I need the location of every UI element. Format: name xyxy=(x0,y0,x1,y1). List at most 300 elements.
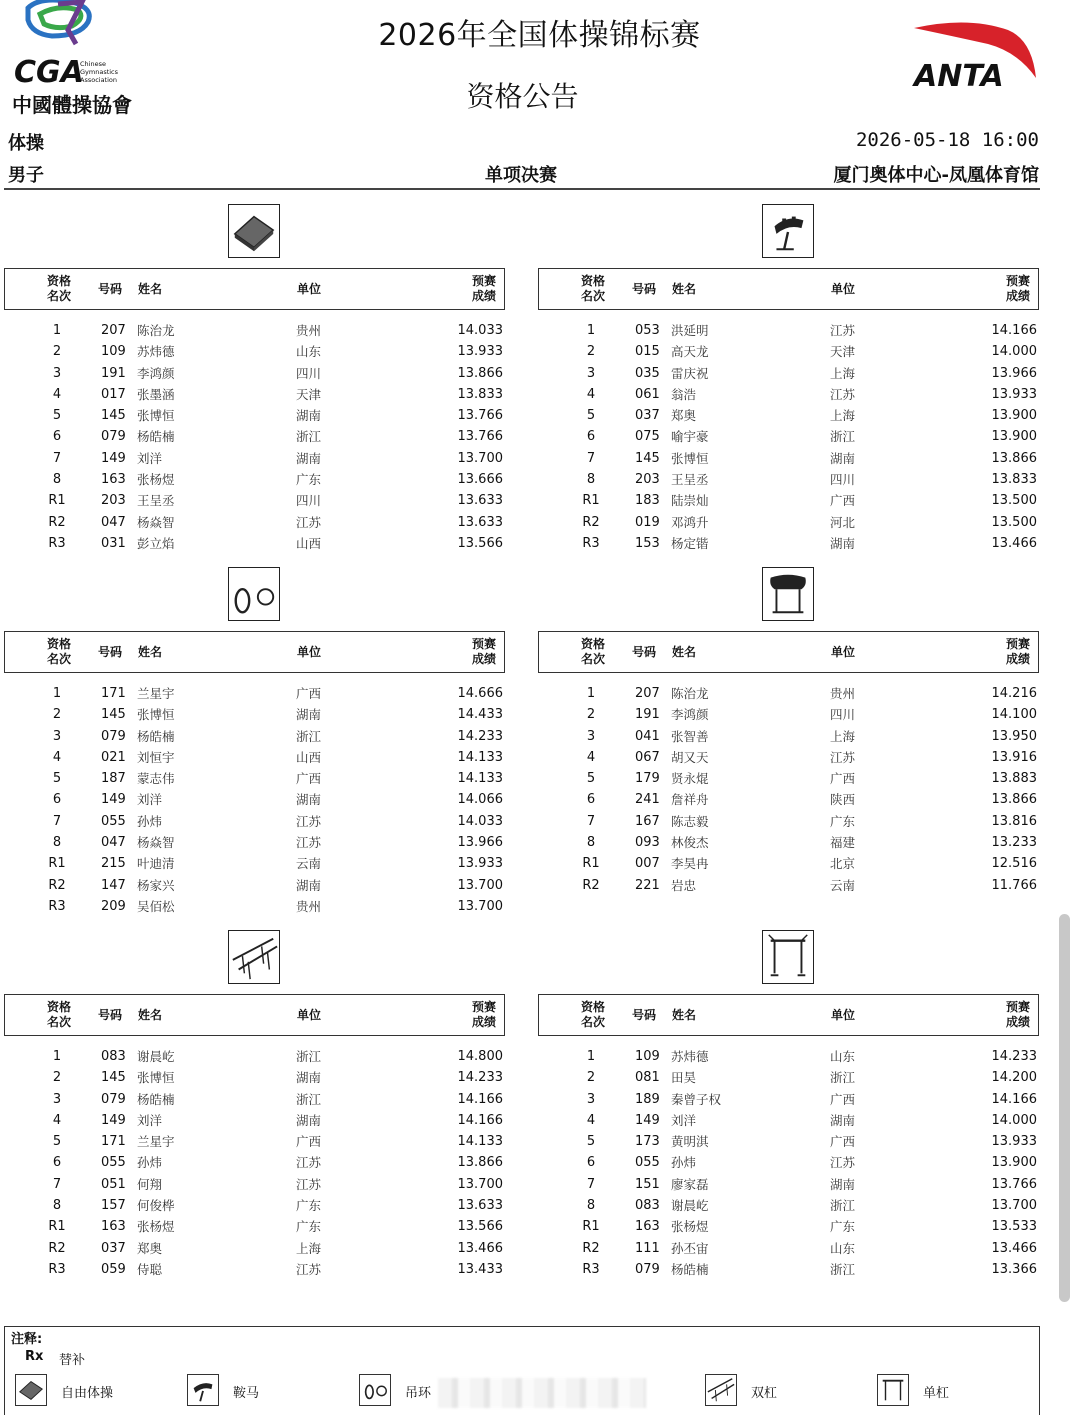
score-cell: 13.933 xyxy=(991,1134,1037,1150)
rank-cell: R1 xyxy=(582,856,600,872)
rank-cell: 8 xyxy=(52,472,62,488)
table-row xyxy=(538,726,1041,747)
team-cell: 上海 xyxy=(830,365,856,381)
score-cell: 13.866 xyxy=(991,792,1037,808)
team-cell: 湖南 xyxy=(296,792,322,808)
team-cell: 湖南 xyxy=(830,1112,856,1128)
table-row xyxy=(538,1216,1041,1237)
bib-cell: 215 xyxy=(101,856,126,872)
bib-cell: 083 xyxy=(635,1198,660,1214)
table-row xyxy=(4,384,507,405)
name-cell: 胡又天 xyxy=(671,749,709,765)
score-cell: 13.883 xyxy=(991,771,1037,787)
name-cell: 秦曾子权 xyxy=(671,1091,722,1107)
rank-cell: 1 xyxy=(52,1049,62,1064)
bib-cell: 153 xyxy=(635,535,660,551)
score-cell: 13.766 xyxy=(457,408,503,424)
score-cell: 13.700 xyxy=(457,450,503,466)
rank-cell: 7 xyxy=(586,813,596,829)
floor-exercise-icon xyxy=(228,204,280,258)
team-cell: 浙江 xyxy=(296,1049,322,1064)
bib-cell: 035 xyxy=(635,365,660,381)
bib-cell: 157 xyxy=(101,1198,126,1214)
bib-cell: 109 xyxy=(101,344,126,360)
table-row xyxy=(538,832,1041,853)
bib-cell: 079 xyxy=(635,1261,660,1277)
bib-cell: 207 xyxy=(101,323,126,338)
bib-cell: 055 xyxy=(101,813,126,829)
rank-column-header: 资格名次 xyxy=(580,637,605,666)
score-cell: 14.233 xyxy=(457,728,503,744)
floor-exercise-icon xyxy=(15,1374,47,1406)
bib-cell: 015 xyxy=(635,344,660,360)
scrollbar[interactable] xyxy=(1059,914,1070,1302)
table-row xyxy=(538,704,1041,725)
table-row xyxy=(4,1152,507,1173)
pommel-horse-icon xyxy=(187,1374,219,1406)
team-cell: 江苏 xyxy=(296,514,322,530)
team-cell: 广东 xyxy=(296,472,322,488)
horizontal-bar-icon xyxy=(877,1374,909,1406)
score-cell: 13.700 xyxy=(457,877,503,893)
table-row xyxy=(4,875,507,896)
name-cell: 陈治龙 xyxy=(671,686,709,701)
rank-cell: 4 xyxy=(586,749,596,765)
table-row xyxy=(538,811,1041,832)
table-row xyxy=(4,896,507,917)
table-row xyxy=(4,1174,507,1195)
bib-cell: 093 xyxy=(635,835,660,851)
team-column-header: 单位 xyxy=(831,1008,856,1022)
score-cell: 13.666 xyxy=(457,472,503,488)
bib-cell: 047 xyxy=(101,514,126,530)
name-column-header: 姓名 xyxy=(138,282,163,296)
score-cell: 13.633 xyxy=(457,1198,503,1214)
bib-cell: 171 xyxy=(101,1134,126,1150)
bib-cell: 207 xyxy=(635,686,660,701)
bib-cell: 183 xyxy=(635,493,660,509)
table-row xyxy=(538,853,1041,874)
bib-cell: 041 xyxy=(635,728,660,744)
rank-cell: 1 xyxy=(52,323,62,338)
team-cell: 山东 xyxy=(830,1049,856,1064)
bib-cell: 037 xyxy=(635,408,660,424)
name-cell: 张杨煜 xyxy=(671,1219,709,1235)
horizontal-bar-panel xyxy=(538,930,1041,1285)
bib-cell: 203 xyxy=(101,493,126,509)
team-cell: 广西 xyxy=(296,686,322,701)
rank-cell: 4 xyxy=(52,1112,62,1128)
legend-label: 吊环 xyxy=(405,1386,432,1401)
horizontal-bar-icon xyxy=(762,930,814,984)
table-row xyxy=(538,469,1041,490)
name-cell: 李鸿颜 xyxy=(137,365,175,381)
team-cell: 江苏 xyxy=(296,1155,322,1171)
name-cell: 雷庆祝 xyxy=(671,365,709,381)
name-cell: 杨皓楠 xyxy=(137,728,175,744)
bib-cell: 145 xyxy=(101,1070,126,1086)
score-cell: 14.800 xyxy=(457,1049,503,1064)
table-header xyxy=(4,631,505,673)
table-body xyxy=(538,320,1041,554)
table-row xyxy=(538,768,1041,789)
team-cell: 江苏 xyxy=(296,835,322,851)
bib-cell: 051 xyxy=(101,1176,126,1192)
table-row xyxy=(538,384,1041,405)
table-row xyxy=(538,747,1041,768)
score-cell: 13.466 xyxy=(991,1240,1037,1256)
score-cell: 14.233 xyxy=(991,1049,1037,1064)
name-cell: 侍聪 xyxy=(137,1261,163,1277)
name-cell: 郑奥 xyxy=(137,1240,163,1256)
svg-text:Chinese: Chinese xyxy=(80,60,106,68)
name-column-header: 姓名 xyxy=(138,1008,163,1022)
gender-label: 男子 xyxy=(8,165,44,186)
name-cell: 蒙志伟 xyxy=(137,771,175,787)
table-row xyxy=(538,320,1041,341)
name-cell: 田昊 xyxy=(671,1070,697,1086)
rank-cell: 1 xyxy=(52,686,62,701)
team-cell: 湖南 xyxy=(296,450,322,466)
bib-cell: 047 xyxy=(101,835,126,851)
rx-code: Rx xyxy=(25,1349,44,1364)
score-cell: 14.433 xyxy=(457,707,503,723)
rank-cell: 8 xyxy=(586,472,596,488)
legend-label: 双杠 xyxy=(751,1386,778,1401)
team-cell: 湖南 xyxy=(296,707,322,723)
bib-cell: 061 xyxy=(635,386,660,402)
bib-cell: 079 xyxy=(101,1091,126,1107)
rank-cell: R2 xyxy=(582,877,600,893)
name-cell: 张杨煜 xyxy=(137,472,175,488)
table-row xyxy=(4,469,507,490)
name-cell: 孙丕宙 xyxy=(671,1240,709,1256)
rank-cell: 5 xyxy=(586,771,596,787)
score-cell: 14.166 xyxy=(457,1112,503,1128)
bib-cell: 221 xyxy=(635,877,660,893)
rank-cell: 2 xyxy=(52,1070,62,1086)
table-row xyxy=(4,1089,507,1110)
team-cell: 上海 xyxy=(830,728,856,744)
table-header xyxy=(538,994,1039,1036)
bib-cell: 145 xyxy=(635,450,660,466)
rank-cell: 8 xyxy=(52,1198,62,1214)
score-cell: 13.566 xyxy=(457,535,503,551)
table-body xyxy=(4,320,507,554)
team-cell: 江苏 xyxy=(830,749,856,765)
team-cell: 广西 xyxy=(830,493,856,509)
rank-cell: 7 xyxy=(586,450,596,466)
score-cell: 14.033 xyxy=(457,323,503,338)
score-cell: 13.500 xyxy=(991,493,1037,509)
team-cell: 天津 xyxy=(830,344,856,360)
score-cell: 13.500 xyxy=(991,514,1037,530)
name-cell: 李昊冉 xyxy=(671,856,709,872)
team-cell: 广西 xyxy=(830,771,856,787)
name-cell: 陈治龙 xyxy=(137,323,175,338)
team-cell: 江苏 xyxy=(296,813,322,829)
rank-cell: 6 xyxy=(586,429,596,445)
bib-cell: 055 xyxy=(101,1155,126,1171)
rank-cell: 1 xyxy=(586,686,596,701)
table-row xyxy=(538,1238,1041,1259)
rank-cell: R1 xyxy=(48,856,66,872)
score-cell: 13.816 xyxy=(991,813,1037,829)
team-cell: 江苏 xyxy=(830,323,856,338)
table-row xyxy=(4,726,507,747)
name-cell: 谢晨屹 xyxy=(137,1049,175,1064)
team-cell: 山东 xyxy=(296,344,322,360)
team-cell: 浙江 xyxy=(296,1091,322,1107)
score-cell: 13.966 xyxy=(457,835,503,851)
vault-icon xyxy=(762,567,814,621)
rank-cell: 8 xyxy=(586,1198,596,1214)
name-cell: 贤永焜 xyxy=(671,771,709,787)
table-row xyxy=(4,832,507,853)
team-cell: 广西 xyxy=(296,1134,322,1150)
team-cell: 湖南 xyxy=(296,1112,322,1128)
team-cell: 贵州 xyxy=(296,323,322,338)
team-cell: 广东 xyxy=(296,1219,322,1235)
score-cell: 13.633 xyxy=(457,514,503,530)
rank-cell: 5 xyxy=(52,408,62,424)
team-cell: 云南 xyxy=(296,856,322,872)
table-row xyxy=(4,1110,507,1131)
team-cell: 四川 xyxy=(296,365,322,381)
name-cell: 杨定锴 xyxy=(671,535,709,551)
score-cell: 13.466 xyxy=(457,1240,503,1256)
rank-cell: 2 xyxy=(586,344,596,360)
rank-cell: 7 xyxy=(52,1176,62,1192)
team-cell: 浙江 xyxy=(830,429,856,445)
table-row xyxy=(538,1089,1041,1110)
svg-text:中國體操協會: 中國體操協會 xyxy=(12,93,132,117)
name-cell: 兰星宇 xyxy=(137,1134,175,1150)
pommel-horse-panel xyxy=(538,204,1041,559)
rank-cell: R1 xyxy=(582,1219,600,1235)
name-cell: 孙炜 xyxy=(137,1155,163,1171)
score-cell: 14.100 xyxy=(991,707,1037,723)
team-column-header: 单位 xyxy=(297,645,322,659)
table-row xyxy=(4,811,507,832)
document-subtitle: 资格公告 xyxy=(466,80,579,113)
rank-column-header: 资格名次 xyxy=(46,274,71,303)
rank-cell: 3 xyxy=(586,1091,596,1107)
name-column-header: 姓名 xyxy=(672,282,697,296)
score-cell: 14.166 xyxy=(991,323,1037,338)
score-cell: 13.916 xyxy=(991,749,1037,765)
bib-column-header: 号码 xyxy=(632,1008,657,1022)
table-row xyxy=(4,448,507,469)
rank-cell: 5 xyxy=(586,1134,596,1150)
team-cell: 江苏 xyxy=(296,1261,322,1277)
score-cell: 14.233 xyxy=(457,1070,503,1086)
rank-cell: 8 xyxy=(52,835,62,851)
score-cell: 14.000 xyxy=(991,344,1037,360)
bib-cell: 109 xyxy=(635,1049,660,1064)
team-cell: 浙江 xyxy=(830,1198,856,1214)
bib-cell: 203 xyxy=(635,472,660,488)
table-row xyxy=(4,1195,507,1216)
rank-cell: 2 xyxy=(586,1070,596,1086)
rank-cell: 7 xyxy=(52,450,62,466)
team-cell: 浙江 xyxy=(830,1261,856,1277)
rank-cell: R1 xyxy=(582,493,600,509)
name-cell: 刘恒宇 xyxy=(137,749,175,765)
venue-label: 厦门奥体中心-凤凰体育馆 xyxy=(833,165,1039,186)
table-row xyxy=(538,341,1041,362)
rank-cell: 6 xyxy=(586,1155,596,1171)
score-cell: 13.900 xyxy=(991,1155,1037,1171)
name-cell: 廖家磊 xyxy=(671,1176,709,1192)
legend-label: 自由体操 xyxy=(61,1386,114,1401)
bib-cell: 191 xyxy=(635,707,660,723)
score-cell: 14.066 xyxy=(457,792,503,808)
score-cell: 13.700 xyxy=(457,1176,503,1192)
rank-cell: 4 xyxy=(52,749,62,765)
bib-cell: 151 xyxy=(635,1176,660,1192)
rank-cell: R2 xyxy=(582,1240,600,1256)
rank-cell: 6 xyxy=(586,792,596,808)
table-header xyxy=(538,268,1039,310)
bib-cell: 189 xyxy=(635,1091,660,1107)
table-row xyxy=(4,363,507,384)
table-row xyxy=(4,1238,507,1259)
name-cell: 杨皓楠 xyxy=(137,1091,175,1107)
score-cell: 14.000 xyxy=(991,1112,1037,1128)
team-cell: 北京 xyxy=(830,856,856,872)
parallel-bars-panel xyxy=(4,930,507,1285)
team-cell: 广西 xyxy=(830,1134,856,1150)
score-cell: 14.133 xyxy=(457,1134,503,1150)
team-cell: 贵州 xyxy=(830,686,856,701)
team-cell: 广西 xyxy=(296,771,322,787)
bib-cell: 191 xyxy=(101,365,126,381)
name-column-header: 姓名 xyxy=(672,1008,697,1022)
table-row xyxy=(538,789,1041,810)
score-cell: 13.866 xyxy=(991,450,1037,466)
score-cell: 14.166 xyxy=(991,1091,1037,1107)
team-cell: 湖南 xyxy=(830,535,856,551)
rank-cell: 7 xyxy=(52,813,62,829)
bib-cell: 021 xyxy=(101,749,126,765)
rank-cell: R2 xyxy=(48,514,66,530)
table-row xyxy=(4,789,507,810)
score-cell: 14.033 xyxy=(457,813,503,829)
score-cell: 13.833 xyxy=(457,386,503,402)
rank-column-header: 资格名次 xyxy=(46,637,71,666)
bib-cell: 149 xyxy=(635,1112,660,1128)
table-row xyxy=(4,1067,507,1088)
bib-cell: 037 xyxy=(101,1240,126,1256)
name-cell: 杨焱智 xyxy=(137,835,175,851)
bib-cell: 171 xyxy=(101,686,126,701)
table-row xyxy=(538,1046,1041,1067)
bib-cell: 209 xyxy=(101,898,126,914)
rx-description: 替补 xyxy=(59,1353,86,1368)
name-cell: 刘洋 xyxy=(671,1112,697,1128)
bib-cell: 149 xyxy=(101,450,126,466)
team-cell: 江苏 xyxy=(830,1155,856,1171)
score-cell: 13.633 xyxy=(457,493,503,509)
score-column-header: 预赛成绩 xyxy=(1005,637,1030,666)
score-cell: 13.233 xyxy=(991,835,1037,851)
score-cell: 14.216 xyxy=(991,686,1037,701)
name-cell: 张智善 xyxy=(671,728,709,744)
name-cell: 张墨涵 xyxy=(137,386,175,402)
name-cell: 王呈丞 xyxy=(137,493,175,509)
team-cell: 浙江 xyxy=(296,429,322,445)
rank-cell: R2 xyxy=(48,877,66,893)
team-cell: 江苏 xyxy=(830,386,856,402)
rank-cell: R3 xyxy=(48,535,66,551)
notes-title: 注释: xyxy=(11,1332,43,1347)
table-row xyxy=(4,1216,507,1237)
bib-cell: 167 xyxy=(635,813,660,829)
bib-cell: 079 xyxy=(101,728,126,744)
table-row xyxy=(538,533,1041,554)
vault-panel xyxy=(538,567,1041,922)
bib-cell: 241 xyxy=(635,792,660,808)
name-cell: 何翔 xyxy=(137,1176,163,1192)
team-cell: 湖南 xyxy=(296,877,322,893)
rank-cell: 2 xyxy=(52,707,62,723)
table-row xyxy=(538,875,1041,896)
name-cell: 翁浩 xyxy=(671,386,697,402)
svg-text:Association: Association xyxy=(80,76,118,84)
name-cell: 洪延明 xyxy=(671,323,709,338)
rank-cell: 4 xyxy=(586,386,596,402)
table-row xyxy=(538,1195,1041,1216)
score-cell: 14.166 xyxy=(457,1091,503,1107)
svg-text:ANTA: ANTA xyxy=(914,59,1004,94)
bib-cell: 149 xyxy=(101,1112,126,1128)
score-cell: 13.900 xyxy=(991,408,1037,424)
table-body xyxy=(4,1046,507,1280)
svg-text:CGA: CGA xyxy=(14,55,84,90)
bib-cell: 017 xyxy=(101,386,126,402)
name-cell: 邓鸿升 xyxy=(671,514,709,530)
team-cell: 天津 xyxy=(296,386,322,402)
table-row xyxy=(538,1259,1041,1280)
table-row xyxy=(538,683,1041,704)
score-cell: 13.833 xyxy=(991,472,1037,488)
header-divider xyxy=(4,188,1040,190)
score-cell: 12.516 xyxy=(991,856,1037,872)
bib-cell: 019 xyxy=(635,514,660,530)
score-column-header: 预赛成绩 xyxy=(1005,274,1030,303)
team-cell: 四川 xyxy=(830,472,856,488)
table-row xyxy=(4,533,507,554)
parallel-bars-icon xyxy=(228,930,280,984)
rank-cell: 5 xyxy=(586,408,596,424)
bib-cell: 059 xyxy=(101,1261,126,1277)
name-cell: 张博恒 xyxy=(137,1070,175,1086)
rank-cell: R1 xyxy=(48,493,66,509)
bib-cell: 163 xyxy=(101,472,126,488)
name-cell: 黄明淇 xyxy=(671,1134,709,1150)
name-cell: 杨家兴 xyxy=(137,877,175,893)
bib-cell: 187 xyxy=(101,771,126,787)
svg-text:Gymnastics: Gymnastics xyxy=(80,68,119,76)
bib-cell: 163 xyxy=(635,1219,660,1235)
score-cell: 13.366 xyxy=(991,1261,1037,1277)
bib-cell: 163 xyxy=(101,1219,126,1235)
table-row xyxy=(538,363,1041,384)
rank-column-header: 资格名次 xyxy=(580,1000,605,1029)
table-row xyxy=(538,1174,1041,1195)
table-row xyxy=(4,1259,507,1280)
